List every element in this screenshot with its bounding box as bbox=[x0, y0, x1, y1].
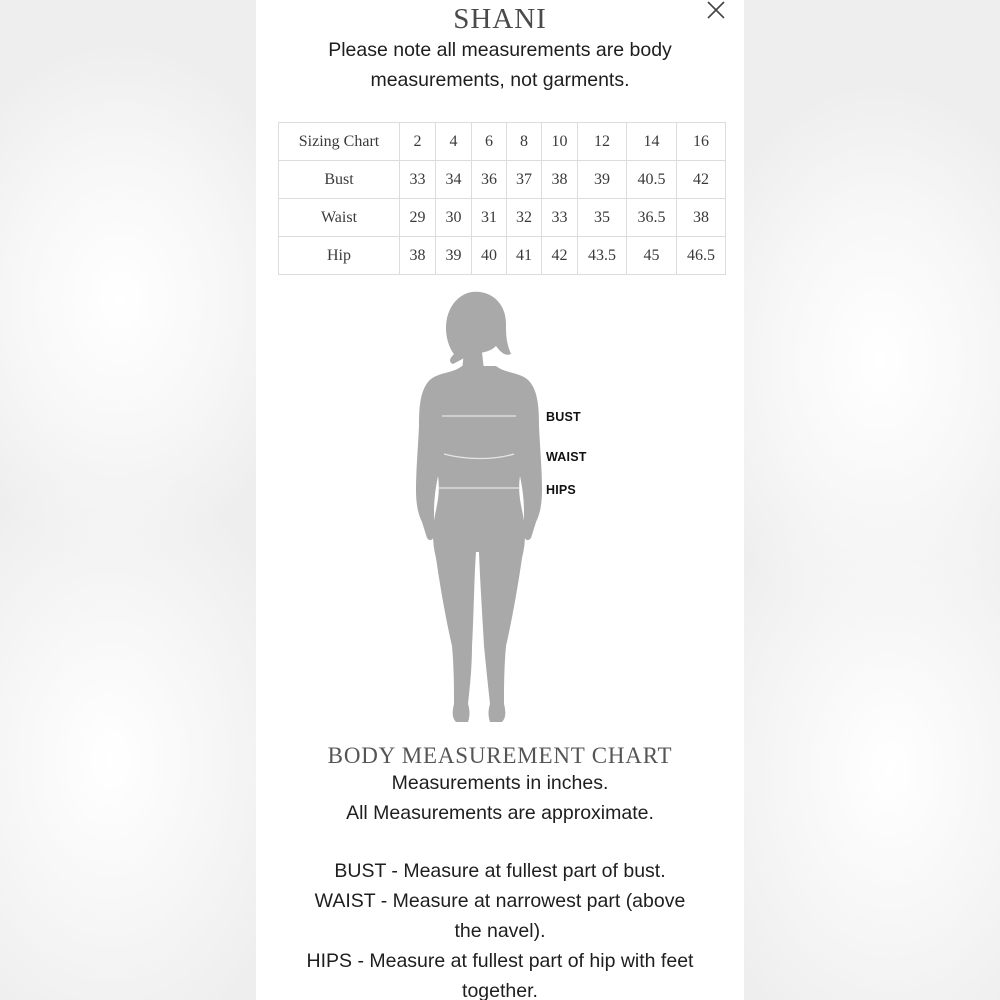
table-cell: 29 bbox=[400, 199, 436, 237]
hips-instruction: HIPS - Measure at fullest part of hip with feet bbox=[306, 950, 694, 972]
units-note: Measurements in inches. bbox=[391, 772, 609, 794]
table-cell: 38 bbox=[542, 161, 578, 199]
sizing-table bbox=[278, 122, 726, 275]
table-cell: 46.5 bbox=[677, 237, 726, 275]
table-cell: 42 bbox=[542, 237, 578, 275]
body-measurement-chart-title: BODY MEASUREMENT CHART bbox=[327, 743, 673, 768]
table-cell: 41 bbox=[507, 237, 542, 275]
table-cell: 40.5 bbox=[627, 161, 677, 199]
waist-instruction-continued: the navel). bbox=[454, 920, 546, 942]
table-cell: 37 bbox=[507, 161, 542, 199]
approximate-note: All Measurements are approximate. bbox=[346, 802, 654, 824]
table-cell: 31 bbox=[472, 199, 507, 237]
body-figure bbox=[256, 290, 744, 730]
table-cell: 43.5 bbox=[578, 237, 627, 275]
table-header-cell: Sizing Chart bbox=[279, 123, 400, 161]
table-row bbox=[279, 237, 726, 275]
bust-label: BUST bbox=[546, 410, 581, 424]
waist-label: WAIST bbox=[546, 450, 587, 464]
table-cell: 33 bbox=[542, 199, 578, 237]
table-header-cell: 16 bbox=[677, 123, 726, 161]
table-cell: Hip bbox=[279, 237, 400, 275]
table-cell: 35 bbox=[578, 199, 627, 237]
modal-title: SHANI bbox=[453, 3, 547, 35]
table-cell: 39 bbox=[578, 161, 627, 199]
table-cell: 38 bbox=[400, 237, 436, 275]
table-header-cell: 14 bbox=[627, 123, 677, 161]
table-cell: 30 bbox=[436, 199, 472, 237]
bust-instruction: BUST - Measure at fullest part of bust. bbox=[334, 860, 666, 882]
table-cell: 40 bbox=[472, 237, 507, 275]
table-cell: Bust bbox=[279, 161, 400, 199]
measurement-note: Please note all measurements are body measurements, not garments. bbox=[328, 39, 672, 91]
table-cell: 45 bbox=[627, 237, 677, 275]
table-cell: 39 bbox=[436, 237, 472, 275]
body-silhouette-icon bbox=[256, 290, 744, 730]
table-cell: 38 bbox=[677, 199, 726, 237]
waist-instruction: WAIST - Measure at narrowest part (above bbox=[314, 890, 686, 912]
table-cell: 32 bbox=[507, 199, 542, 237]
table-cell: 33 bbox=[400, 161, 436, 199]
size-guide-modal bbox=[256, 0, 744, 1000]
table-header-cell: 8 bbox=[507, 123, 542, 161]
table-header-cell: 12 bbox=[578, 123, 627, 161]
table-cell: 36 bbox=[472, 161, 507, 199]
table-row bbox=[279, 161, 726, 199]
table-row bbox=[279, 199, 726, 237]
hips-label: HIPS bbox=[546, 483, 576, 497]
table-cell: 34 bbox=[436, 161, 472, 199]
table-header-cell: 10 bbox=[542, 123, 578, 161]
hips-instruction-continued: together. bbox=[462, 980, 538, 1000]
table-header-cell: 2 bbox=[400, 123, 436, 161]
table-header-cell: 6 bbox=[472, 123, 507, 161]
table-header-row bbox=[279, 123, 726, 161]
table-cell: 36.5 bbox=[627, 199, 677, 237]
table-header-cell: 4 bbox=[436, 123, 472, 161]
table-cell: 42 bbox=[677, 161, 726, 199]
table-cell: Waist bbox=[279, 199, 400, 237]
